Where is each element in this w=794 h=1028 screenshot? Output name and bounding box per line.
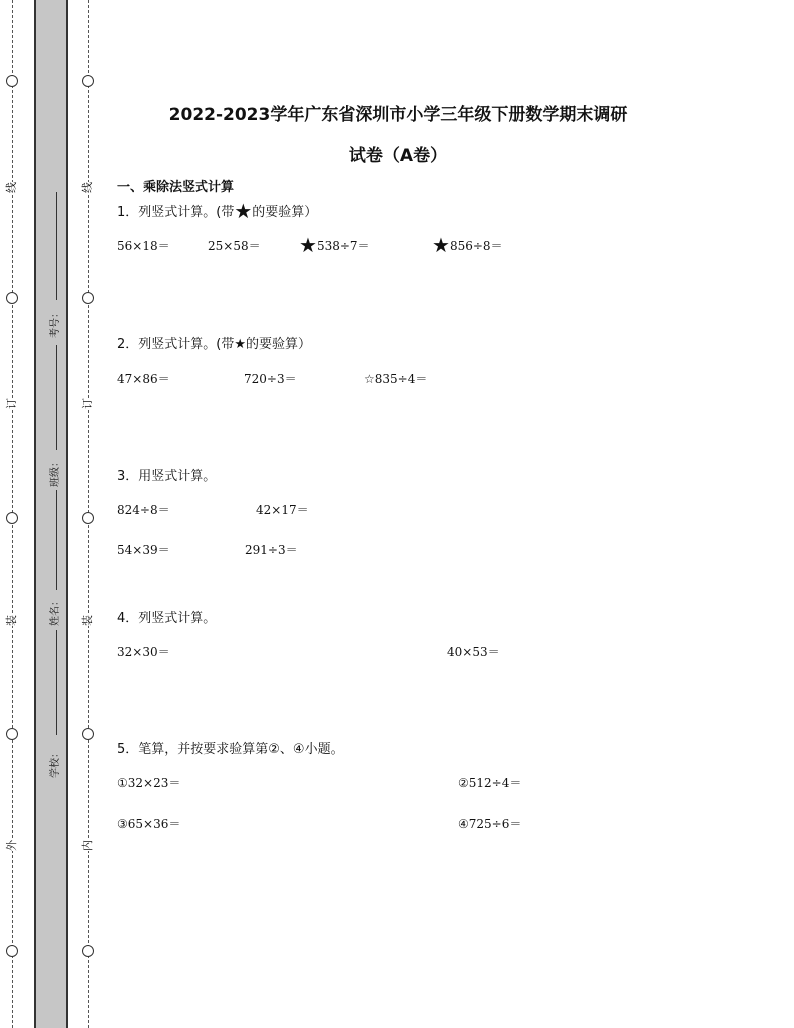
- problem-item: 47×86＝: [117, 372, 170, 386]
- problem-text: 56×18＝: [117, 239, 170, 253]
- banji-line: [56, 345, 57, 450]
- binding-hole: [6, 945, 18, 957]
- problem-text: 538÷7＝: [316, 239, 370, 253]
- problem-item: ②512÷4＝: [458, 776, 522, 790]
- star-icon: ★: [234, 199, 253, 223]
- question-5-prompt: 5．笔算，并按要求验算第②、④小题。: [117, 742, 344, 757]
- problem-item: ④725÷6＝: [458, 817, 522, 831]
- star-icon: ★: [299, 233, 317, 257]
- problem-item: [299, 233, 370, 257]
- xingming-label: 姓名：: [50, 596, 61, 626]
- kaohao-label: 考号：: [50, 308, 61, 338]
- binding-hole: [82, 512, 94, 524]
- section-heading: 一、乘除法竖式计算: [117, 180, 235, 195]
- xuexiao-line: [56, 630, 57, 735]
- problem-item: [432, 233, 503, 257]
- binding-hole: [82, 945, 94, 957]
- student-info-band: [34, 0, 68, 1028]
- question-1-prompt-text: 的要验算）: [252, 205, 318, 220]
- problem-item: ①32×23＝: [117, 776, 181, 790]
- exam-title-line2: 试卷（A卷）: [348, 146, 448, 166]
- exam-title-line1: 2022-2023学年广东省深圳市小学三年级下册数学期末调研: [168, 105, 628, 125]
- problem-item: 720÷3＝: [244, 372, 297, 386]
- problem-item: 291÷3＝: [245, 543, 298, 557]
- problem-item: 824÷8＝: [117, 503, 170, 517]
- problem-item: ☆835÷4＝: [364, 372, 428, 386]
- question-1-prompt-text: 1．列竖式计算。(带: [117, 205, 235, 220]
- problem-item: 32×30＝: [117, 645, 170, 659]
- binding-hole: [6, 292, 18, 304]
- binding-hole: [82, 728, 94, 740]
- binding-hole: [6, 512, 18, 524]
- margin-char-ding: 订: [5, 398, 18, 409]
- question-4-prompt: 4．列竖式计算。: [117, 611, 217, 626]
- margin-char-wai: 外: [5, 840, 18, 851]
- problem-text: 25×58＝: [208, 239, 261, 253]
- problem-item: 42×17＝: [256, 503, 309, 517]
- question-3-prompt: 3．用竖式计算。: [117, 469, 217, 484]
- question-2-prompt: 2．列竖式计算。(带★的要验算）: [117, 337, 311, 352]
- xuexiao-label: 学校：: [50, 748, 61, 778]
- problem-item: [117, 237, 170, 254]
- question-1-prompt: [117, 199, 318, 223]
- problem-text: 856÷8＝: [449, 239, 503, 253]
- binding-hole: [6, 728, 18, 740]
- margin-char-nei: 内: [81, 840, 94, 851]
- banji-label: 班级：: [50, 457, 61, 487]
- binding-hole: [6, 75, 18, 87]
- problem-item: [208, 237, 261, 254]
- xingming-line: [56, 490, 57, 590]
- binding-hole: [82, 75, 94, 87]
- binding-hole: [82, 292, 94, 304]
- margin-char-zhuang: 装: [5, 615, 18, 626]
- star-icon: ★: [432, 233, 450, 257]
- margin-char-xian: 线: [81, 182, 94, 193]
- problem-item: 40×53＝: [447, 645, 500, 659]
- problem-item: 54×39＝: [117, 543, 170, 557]
- binding-margin: [0, 0, 100, 1028]
- problem-item: ③65×36＝: [117, 817, 181, 831]
- margin-char-ding: 订: [81, 398, 94, 409]
- margin-char-xian: 线: [5, 182, 18, 193]
- kaohao-line: [56, 192, 57, 300]
- margin-char-zhuang: 装: [81, 615, 94, 626]
